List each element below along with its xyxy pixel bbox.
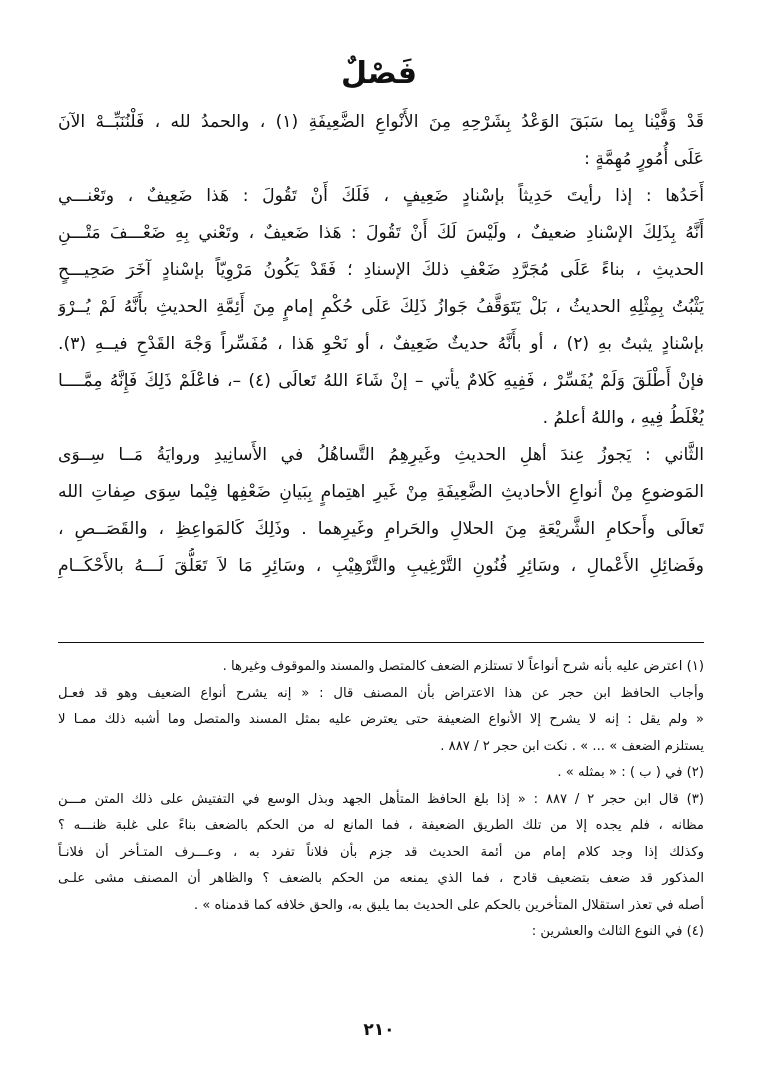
body-line: عَلَى أُمُورٍ مُهِمَّةٍ : [584,149,704,169]
footnote-line: أصله في تعذر استقلال المتأخرين بالحكم على الحديث بما يليق به، والحق خلافه كما قدمناه » . [193,897,704,913]
body-line: الثَّاني : يَجوزُ عِندَ أهلِ الحديثِ وغَيرِهِمُ التَّساهُلُ في الأَسانِيدِ وروايَةُ مَــا سِــوَى [58,445,704,465]
body-line: بإسْنادٍ يثبتُ بهِ (٢) ، أو بأَنَّهُ حديثٌ ضَعِيفٌ ، أو نَحْوِ هَذا ، مُفَسِّراً وَجْهَ القَدْحِ فيــهِ (٣). [58,334,704,354]
section-heading: فَصْلٌ [341,56,417,91]
body-line: المَوضوعِ مِنْ أنواعِ الأحاديثِ الضَّعِيفَةِ مِنْ غَيرِ اهتِمامٍ بِبَيانِ ضَعْفِها فِيْما سِوَى صِفاتِ الله [58,482,704,502]
body-line: أَنَّهُ بِذَلِكَ الإسْنادِ ضعيفٌ ، ولَيْسَ لَكَ أَنْ تَقُولَ : هَذا ضَعيفٌ ، وتَعْني بِهِ ضَعْـــفَ مَتْـــنِ [58,223,704,243]
footnote-line: المذكور قد ضعف بتضعيف قادح ، فما الذي يمنعه من الحكم بالضعف ؟ والظاهر أن المصنف مشى علـى [58,871,704,886]
body-line: تَعالَى وأَحكامِ الشَّريْعَةِ مِنَ الحلالِ والحَرامِ وغَيرِهما . وذَلِكَ كَالمَواعِظِ ، والقَصَــصِ ، [58,519,704,539]
page-number: ٢١٠ [363,1020,395,1040]
body-line: قَدْ وَفَّيْنا بِما سَبَقَ الوَعْدُ بِشَرْحِهِ مِنَ الأَنْواعِ الضَّعِيفَةِ (١) ، والحمدُ لله ، فَلْنُنَبِّــهْ الآنَ [58,112,704,132]
body-line: أَحَدُها : إذا رأيتَ حَدِيثاً بإسْنادٍ ضَعِيفٍ ، فَلَكَ أَنْ تَقُولَ : هَذا ضَعِيفٌ ، وتَعْنـــي [58,186,704,206]
body-line: الحديثِ ، بناءً عَلَى مُجَرَّدِ ضَعْفِ ذلكَ الإسنادِ ؛ فَقَدْ يَكُونُ مَرْوِيّاً بإسْنادٍ آخَرَ صَحِيـــحٍ [58,260,704,280]
body-line: فإنْ أَطْلَقَ وَلَمْ يُفَسِّرْ ، فَفِيهِ كَلامٌ يأتي – إنْ شَاءَ اللهُ تَعالَى (٤) –، فاعْلَمْ ذَلِكَ فَإِنَّهُ مِمَّــــا [58,371,704,391]
footnote-line: وكذلك إذا وجد كلام إمام من أئمة الحديث قد جزم بأن فلاناً تفرد به ، وعـــرف المتـأخر أن فلانـاً [58,844,704,860]
body-line: وفَضائِلِ الأَعْمالِ ، وسَائِرِ فُنُونِ التَّرْغِيبِ والتَّرْهِيْبِ ، وسَائِرِ مَا لاَ تَعَلُّقَ لَـــهُ بالأَحْكَــامِ [58,556,704,576]
footnote-line: يستلزم الضعف » ... » . نكت ابن حجر ٢ / ٨٨٧ . [440,738,704,754]
main-text [58,104,704,585]
body-line: يُغْلَطُ فِيهِ ، واللهُ أعلمُ . [542,408,704,428]
footnote-line: (٢) في ( ب ) : « بمثله » . [557,765,704,780]
footnotes [58,654,704,946]
footnote-line: (١) اعترض عليه بأنه شرح أنواعاً لا تستلزم الضعف كالمتصل والمسند والموقوف وغيرها . [222,659,704,674]
footnote-line: وأجاب الحافظ ابن حجر عن هذا الاعتراض بأن المصنف قال : « إنه يشرح أنواع الضعيف وهو قد فعـل [58,685,704,701]
footnote-line: (٤) في النوع الثالث والعشرين : [531,924,704,939]
footnote-separator [58,642,704,643]
footnote-line: مظانه ، فلم يجده إلا من تلك الطريق الضعيفة ، فما المانع له من الحكم بالضعف بناءً على غلبة ظنـــه ؟ [58,818,704,833]
footnote-line: (٣) قال ابن حجر ٢ / ٨٨٧ : « إذا بلغ الحافظ المتأهل الجهد وبذل الوسع في التفتيش على ذلك المتن مـــن [58,791,704,807]
body-line: يَثْبُتُ بِمِثْلِهِ الحديثُ ، بَلْ يَتَوَقَّفُ جَوازُ ذَلِكَ عَلَى حُكْمِ إمامٍ مِنَ أَئِمَّةِ الحديثِ بأَنَّهُ لَمْ يُــرْوَ [58,297,704,317]
footnote-line: « ولم يقل : إنه لا يشرح إلا الأنواع الضعيفة حتى يعترض عليه بمثل المسند والمتصل وما أشبه ذلك ممـا لا [58,712,704,727]
